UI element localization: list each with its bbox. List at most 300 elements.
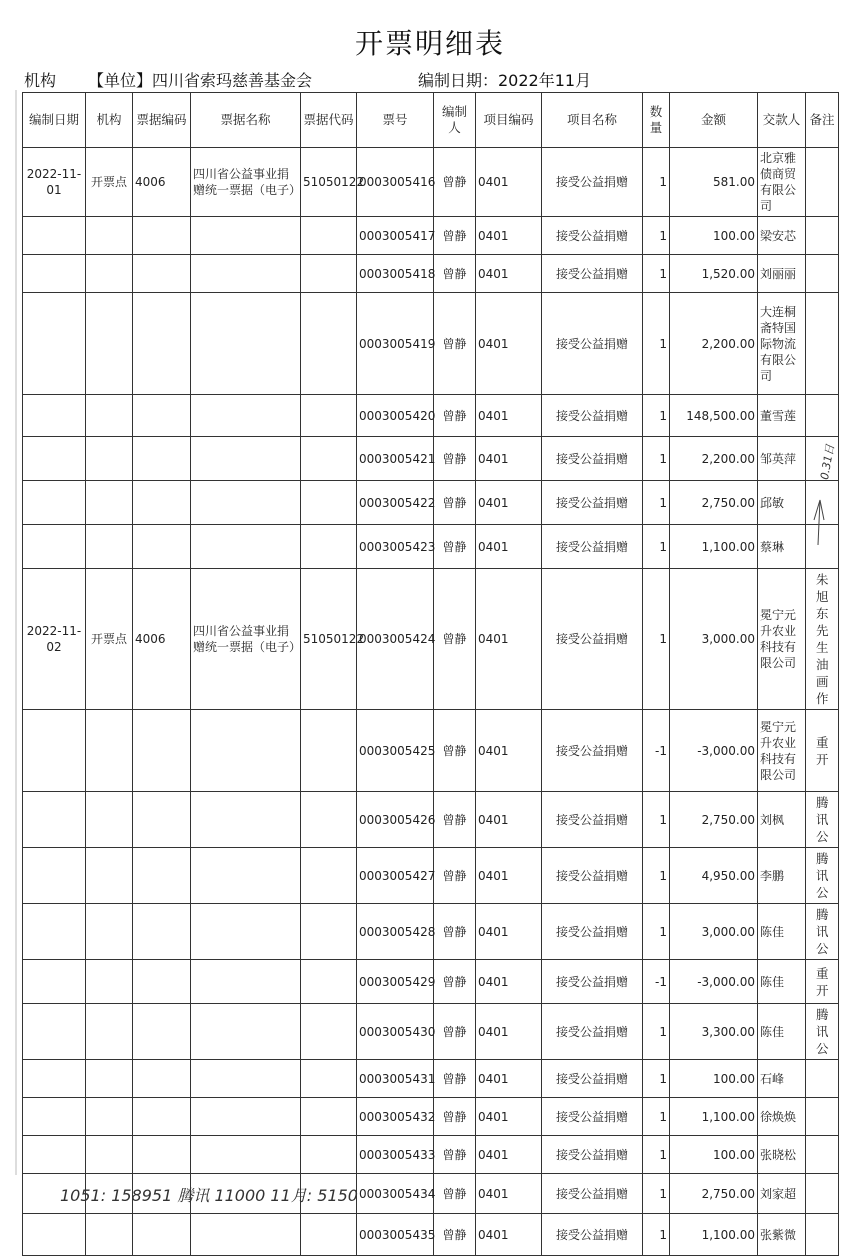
cell-org (86, 904, 133, 960)
cell-amount: 1,100.00 (670, 1214, 758, 1256)
cell-amount: 100.00 (670, 1060, 758, 1098)
cell-qty: 1 (643, 792, 670, 848)
cell-ticket-name (191, 437, 301, 481)
cell-ticket-code (133, 960, 191, 1004)
cell-date: 2022-11-01 (23, 148, 86, 217)
cell-qty: 1 (643, 904, 670, 960)
cell-ticket-code (133, 1004, 191, 1060)
cell-ticket-no: 0003005416 (357, 148, 434, 217)
cell-date (23, 1214, 86, 1256)
cell-ticket-no: 0003005430 (357, 1004, 434, 1060)
cell-ticket-dm (301, 792, 357, 848)
cell-ticket-no: 0003005434 (357, 1174, 434, 1214)
cell-ticket-name (191, 395, 301, 437)
cell-ticket-dm (301, 395, 357, 437)
cell-qty: 1 (643, 217, 670, 255)
cell-ticket-no: 0003005428 (357, 904, 434, 960)
cell-project-name: 接受公益捐赠 (542, 792, 643, 848)
cell-ticket-dm (301, 481, 357, 525)
cell-ticket-no: 0003005429 (357, 960, 434, 1004)
cell-ticket-code (133, 395, 191, 437)
table-row (23, 255, 839, 293)
cell-project-name: 接受公益捐赠 (542, 525, 643, 569)
cell-note (806, 293, 839, 395)
cell-project-name: 接受公益捐赠 (542, 293, 643, 395)
cell-amount: 2,200.00 (670, 293, 758, 395)
cell-maker: 曾静 (434, 792, 476, 848)
cell-amount: 148,500.00 (670, 395, 758, 437)
cell-payer: 石峰 (758, 1060, 806, 1098)
col-header-note: 备注 (806, 93, 839, 148)
cell-amount: 3,300.00 (670, 1004, 758, 1060)
cell-maker: 曾静 (434, 904, 476, 960)
cell-date (23, 1004, 86, 1060)
cell-project-code: 0401 (476, 848, 542, 904)
cell-date (23, 255, 86, 293)
cell-ticket-no: 0003005420 (357, 395, 434, 437)
cell-project-code: 0401 (476, 710, 542, 792)
cell-note (806, 148, 839, 217)
cell-note-text: 腾讯公 (816, 795, 829, 844)
cell-qty: 1 (643, 1060, 670, 1098)
cell-date: 2022-11-02 (23, 569, 86, 710)
cell-ticket-code (133, 1214, 191, 1256)
cell-maker: 曾静 (434, 148, 476, 217)
cell-note (806, 1136, 839, 1174)
cell-ticket-code (133, 293, 191, 395)
cell-qty: 1 (643, 1174, 670, 1214)
cell-maker: 曾静 (434, 848, 476, 904)
cell-qty: 1 (643, 148, 670, 217)
table-row (23, 525, 839, 569)
cell-project-name: 接受公益捐赠 (542, 1136, 643, 1174)
cell-date (23, 395, 86, 437)
cell-org (86, 960, 133, 1004)
table-row (23, 960, 839, 1004)
cell-qty: -1 (643, 710, 670, 792)
cell-date (23, 960, 86, 1004)
cell-qty: 1 (643, 1214, 670, 1256)
cell-note (806, 1060, 839, 1098)
cell-org (86, 1098, 133, 1136)
cell-maker: 曾静 (434, 255, 476, 293)
cell-maker: 曾静 (434, 1060, 476, 1098)
cell-org (86, 1214, 133, 1256)
cell-amount: 100.00 (670, 1136, 758, 1174)
cell-ticket-dm (301, 1098, 357, 1136)
cell-ticket-dm (301, 525, 357, 569)
cell-ticket-name (191, 255, 301, 293)
cell-qty: 1 (643, 1004, 670, 1060)
cell-project-code: 0401 (476, 255, 542, 293)
cell-payer: 邱敏 (758, 481, 806, 525)
cell-project-code: 0401 (476, 1136, 542, 1174)
cell-payer: 董雪莲 (758, 395, 806, 437)
cell-project-name: 接受公益捐赠 (542, 255, 643, 293)
cell-project-code: 0401 (476, 904, 542, 960)
cell-ticket-code (133, 525, 191, 569)
cell-note (806, 960, 839, 1004)
cell-date (23, 1136, 86, 1174)
cell-project-code: 0401 (476, 569, 542, 710)
cell-ticket-no: 0003005435 (357, 1214, 434, 1256)
cell-ticket-name (191, 960, 301, 1004)
cell-maker: 曾静 (434, 395, 476, 437)
table-row (23, 1136, 839, 1174)
table-row (23, 848, 839, 904)
table-row (23, 481, 839, 525)
page-title: 开票明细表 (354, 27, 505, 60)
cell-project-code: 0401 (476, 1060, 542, 1098)
cell-project-name: 接受公益捐赠 (542, 1174, 643, 1214)
cell-project-code: 0401 (476, 792, 542, 848)
cell-project-code: 0401 (476, 1214, 542, 1256)
handwritten-footer-note: 1051: 158951 腾讯 11000 11月: 5150 (60, 1186, 358, 1205)
cell-org: 开票点 (86, 148, 133, 217)
cell-note-text: 朱旭东先生油画作 (816, 572, 829, 706)
cell-payer: 大连桐斋特国际物流有限公司 (758, 293, 806, 395)
cell-amount: 4,950.00 (670, 848, 758, 904)
cell-date (23, 792, 86, 848)
cell-payer: 冕宁元升农业科技有限公司 (758, 710, 806, 792)
cell-maker: 曾静 (434, 1004, 476, 1060)
cell-ticket-code (133, 848, 191, 904)
cell-date (23, 293, 86, 395)
cell-payer: 陈佳 (758, 904, 806, 960)
cell-payer: 刘家超 (758, 1174, 806, 1214)
cell-amount: 2,200.00 (670, 437, 758, 481)
cell-org (86, 481, 133, 525)
cell-org (86, 1004, 133, 1060)
cell-project-name: 接受公益捐赠 (542, 1004, 643, 1060)
cell-ticket-code (133, 792, 191, 848)
cell-amount: 2,750.00 (670, 1174, 758, 1214)
cell-project-code: 0401 (476, 293, 542, 395)
cell-date (23, 481, 86, 525)
cell-qty: 1 (643, 1098, 670, 1136)
invoice-detail-table (22, 92, 839, 1256)
cell-ticket-no: 0003005432 (357, 1098, 434, 1136)
cell-ticket-name (191, 848, 301, 904)
table-row (23, 437, 839, 481)
cell-maker: 曾静 (434, 960, 476, 1004)
cell-ticket-name (191, 792, 301, 848)
cell-ticket-dm (301, 1004, 357, 1060)
cell-qty: 1 (643, 481, 670, 525)
table-row (23, 904, 839, 960)
cell-ticket-dm: 51050122 (301, 148, 357, 217)
cell-project-name: 接受公益捐赠 (542, 960, 643, 1004)
cell-ticket-name (191, 217, 301, 255)
cell-date (23, 1060, 86, 1098)
cell-qty: 1 (643, 293, 670, 395)
cell-note-text: 重开 (816, 734, 829, 767)
cell-date (23, 525, 86, 569)
cell-date (23, 848, 86, 904)
cell-amount: -3,000.00 (670, 710, 758, 792)
cell-project-name: 接受公益捐赠 (542, 710, 643, 792)
cell-org (86, 1060, 133, 1098)
cell-org (86, 792, 133, 848)
cell-qty: 1 (643, 525, 670, 569)
cell-project-name: 接受公益捐赠 (542, 481, 643, 525)
cell-note-text: 腾讯公 (816, 851, 829, 900)
cell-maker: 曾静 (434, 481, 476, 525)
table-body (23, 148, 839, 1256)
table-row (23, 569, 839, 710)
cell-ticket-dm (301, 255, 357, 293)
cell-project-name: 接受公益捐赠 (542, 1214, 643, 1256)
table-row (23, 293, 839, 395)
cell-note (806, 848, 839, 904)
cell-project-name: 接受公益捐赠 (542, 148, 643, 217)
cell-maker: 曾静 (434, 1136, 476, 1174)
cell-project-code: 0401 (476, 1004, 542, 1060)
cell-ticket-no: 0003005424 (357, 569, 434, 710)
cell-ticket-name (191, 1098, 301, 1136)
cell-amount: -3,000.00 (670, 960, 758, 1004)
col-header-project-code: 项目编码 (476, 93, 542, 148)
table-row (23, 792, 839, 848)
cell-ticket-code (133, 217, 191, 255)
cell-amount: 1,520.00 (670, 255, 758, 293)
cell-ticket-no: 0003005418 (357, 255, 434, 293)
cell-org (86, 525, 133, 569)
cell-ticket-no: 0003005426 (357, 792, 434, 848)
cell-ticket-name (191, 481, 301, 525)
cell-org (86, 293, 133, 395)
cell-ticket-no: 0003005431 (357, 1060, 434, 1098)
cell-ticket-code (133, 1098, 191, 1136)
cell-note-text: 重开 (816, 965, 829, 998)
col-header-ticket-name: 票据名称 (191, 93, 301, 148)
cell-qty: 1 (643, 255, 670, 293)
cell-ticket-no: 0003005421 (357, 437, 434, 481)
cell-qty: 1 (643, 569, 670, 710)
cell-date (23, 904, 86, 960)
cell-ticket-dm (301, 217, 357, 255)
cell-note (806, 710, 839, 792)
cell-ticket-no: 0003005423 (357, 525, 434, 569)
col-header-ticket-no: 票号 (357, 93, 434, 148)
cell-ticket-dm (301, 293, 357, 395)
table-header-row (23, 93, 839, 148)
col-header-date: 编制日期 (23, 93, 86, 148)
cell-ticket-name (191, 525, 301, 569)
cell-ticket-dm (301, 904, 357, 960)
cell-ticket-no: 0003005427 (357, 848, 434, 904)
cell-ticket-code (133, 481, 191, 525)
cell-ticket-no: 0003005433 (357, 1136, 434, 1174)
cell-maker: 曾静 (434, 1174, 476, 1214)
cell-project-code: 0401 (476, 395, 542, 437)
cell-ticket-code (133, 904, 191, 960)
cell-qty: 1 (643, 437, 670, 481)
cell-project-code: 0401 (476, 1174, 542, 1214)
compile-date-label: 编制日期：2022年11月 (418, 71, 592, 90)
cell-payer: 蔡琳 (758, 525, 806, 569)
cell-ticket-code: 4006 (133, 569, 191, 710)
cell-maker: 曾静 (434, 710, 476, 792)
table-row (23, 1098, 839, 1136)
cell-note (806, 217, 839, 255)
cell-ticket-name (191, 904, 301, 960)
cell-note (806, 904, 839, 960)
cell-qty: -1 (643, 960, 670, 1004)
col-header-payer: 交款人 (758, 93, 806, 148)
cell-payer: 梁安芯 (758, 217, 806, 255)
cell-payer: 冕宁元升农业科技有限公司 (758, 569, 806, 710)
cell-ticket-name (191, 293, 301, 395)
cell-note (806, 1004, 839, 1060)
cell-ticket-name (191, 710, 301, 792)
cell-amount: 2,750.00 (670, 481, 758, 525)
cell-note (806, 569, 839, 710)
cell-amount: 2,750.00 (670, 792, 758, 848)
cell-maker: 曾静 (434, 437, 476, 481)
cell-maker: 曾静 (434, 293, 476, 395)
cell-project-code: 0401 (476, 217, 542, 255)
cell-qty: 1 (643, 1136, 670, 1174)
cell-note (806, 481, 839, 525)
cell-maker: 曾静 (434, 1214, 476, 1256)
cell-org (86, 437, 133, 481)
cell-note-text: 腾讯公 (816, 907, 829, 956)
cell-ticket-dm (301, 1060, 357, 1098)
cell-ticket-name (191, 1136, 301, 1174)
cell-note (806, 792, 839, 848)
cell-amount: 1,100.00 (670, 525, 758, 569)
cell-note (806, 395, 839, 437)
cell-org: 开票点 (86, 569, 133, 710)
cell-ticket-name (191, 1214, 301, 1256)
cell-project-code: 0401 (476, 437, 542, 481)
cell-ticket-dm (301, 437, 357, 481)
cell-org (86, 255, 133, 293)
cell-ticket-dm (301, 1214, 357, 1256)
cell-note (806, 525, 839, 569)
table-row (23, 1004, 839, 1060)
cell-date (23, 1098, 86, 1136)
cell-payer: 徐焕焕 (758, 1098, 806, 1136)
col-header-qty: 数量 (643, 93, 670, 148)
cell-payer: 邹英萍 (758, 437, 806, 481)
cell-ticket-no: 0003005417 (357, 217, 434, 255)
cell-maker: 曾静 (434, 1098, 476, 1136)
cell-ticket-no: 0003005419 (357, 293, 434, 395)
cell-maker: 曾静 (434, 217, 476, 255)
cell-maker: 曾静 (434, 569, 476, 710)
cell-project-name: 接受公益捐赠 (542, 848, 643, 904)
cell-qty: 1 (643, 848, 670, 904)
cell-project-name: 接受公益捐赠 (542, 1098, 643, 1136)
cell-ticket-name: 四川省公益事业捐赠统一票据（电子） (191, 569, 301, 710)
cell-org (86, 710, 133, 792)
cell-org (86, 1136, 133, 1174)
cell-amount: 3,000.00 (670, 569, 758, 710)
table-row (23, 710, 839, 792)
cell-org (86, 848, 133, 904)
cell-note (806, 1214, 839, 1256)
cell-payer: 李鹏 (758, 848, 806, 904)
cell-payer: 北京雅债商贸有限公司 (758, 148, 806, 217)
cell-ticket-code (133, 1136, 191, 1174)
org-label: 机构 (24, 71, 57, 90)
cell-project-name: 接受公益捐赠 (542, 217, 643, 255)
cell-project-name: 接受公益捐赠 (542, 569, 643, 710)
cell-payer: 陈佳 (758, 1004, 806, 1060)
col-header-ticket-dm: 票据代码 (301, 93, 357, 148)
cell-ticket-dm (301, 848, 357, 904)
cell-note-text: 腾讯公 (816, 1007, 829, 1056)
cell-date (23, 437, 86, 481)
cell-project-name: 接受公益捐赠 (542, 1060, 643, 1098)
cell-project-code: 0401 (476, 481, 542, 525)
col-header-project-name: 项目名称 (542, 93, 643, 148)
cell-note (806, 1174, 839, 1214)
cell-ticket-dm (301, 960, 357, 1004)
cell-payer: 刘枫 (758, 792, 806, 848)
cell-amount: 1,100.00 (670, 1098, 758, 1136)
cell-note (806, 1098, 839, 1136)
cell-project-name: 接受公益捐赠 (542, 437, 643, 481)
cell-project-name: 接受公益捐赠 (542, 395, 643, 437)
cell-project-code: 0401 (476, 1098, 542, 1136)
cell-project-code: 0401 (476, 525, 542, 569)
cell-date (23, 710, 86, 792)
cell-org (86, 395, 133, 437)
col-header-amount: 金额 (670, 93, 758, 148)
cell-payer: 陈佳 (758, 960, 806, 1004)
cell-ticket-code (133, 710, 191, 792)
cell-project-name: 接受公益捐赠 (542, 904, 643, 960)
col-header-maker: 编制人 (434, 93, 476, 148)
cell-ticket-no: 0003005422 (357, 481, 434, 525)
cell-note (806, 255, 839, 293)
table-row (23, 217, 839, 255)
cell-project-code: 0401 (476, 148, 542, 217)
cell-ticket-dm (301, 1136, 357, 1174)
cell-ticket-no: 0003005425 (357, 710, 434, 792)
cell-qty: 1 (643, 395, 670, 437)
cell-ticket-code (133, 437, 191, 481)
handwritten-margin-note: 0.31日 (817, 443, 837, 481)
cell-org (86, 217, 133, 255)
col-header-org: 机构 (86, 93, 133, 148)
table-row (23, 395, 839, 437)
cell-amount: 3,000.00 (670, 904, 758, 960)
cell-amount: 581.00 (670, 148, 758, 217)
cell-ticket-dm: 51050122 (301, 569, 357, 710)
cell-ticket-name (191, 1004, 301, 1060)
table-row (23, 148, 839, 217)
table-row (23, 1060, 839, 1098)
cell-project-code: 0401 (476, 960, 542, 1004)
cell-ticket-code: 4006 (133, 148, 191, 217)
cell-payer: 张晓松 (758, 1136, 806, 1174)
cell-ticket-dm (301, 710, 357, 792)
col-header-ticket-code: 票据编码 (133, 93, 191, 148)
cell-amount: 100.00 (670, 217, 758, 255)
cell-ticket-code (133, 255, 191, 293)
cell-date (23, 217, 86, 255)
cell-payer: 张紫微 (758, 1214, 806, 1256)
cell-ticket-name (191, 1060, 301, 1098)
unit-label: 【单位】四川省索玛慈善基金会 (88, 71, 313, 90)
table-row (23, 1214, 839, 1256)
cell-maker: 曾静 (434, 525, 476, 569)
cell-ticket-code (133, 1060, 191, 1098)
